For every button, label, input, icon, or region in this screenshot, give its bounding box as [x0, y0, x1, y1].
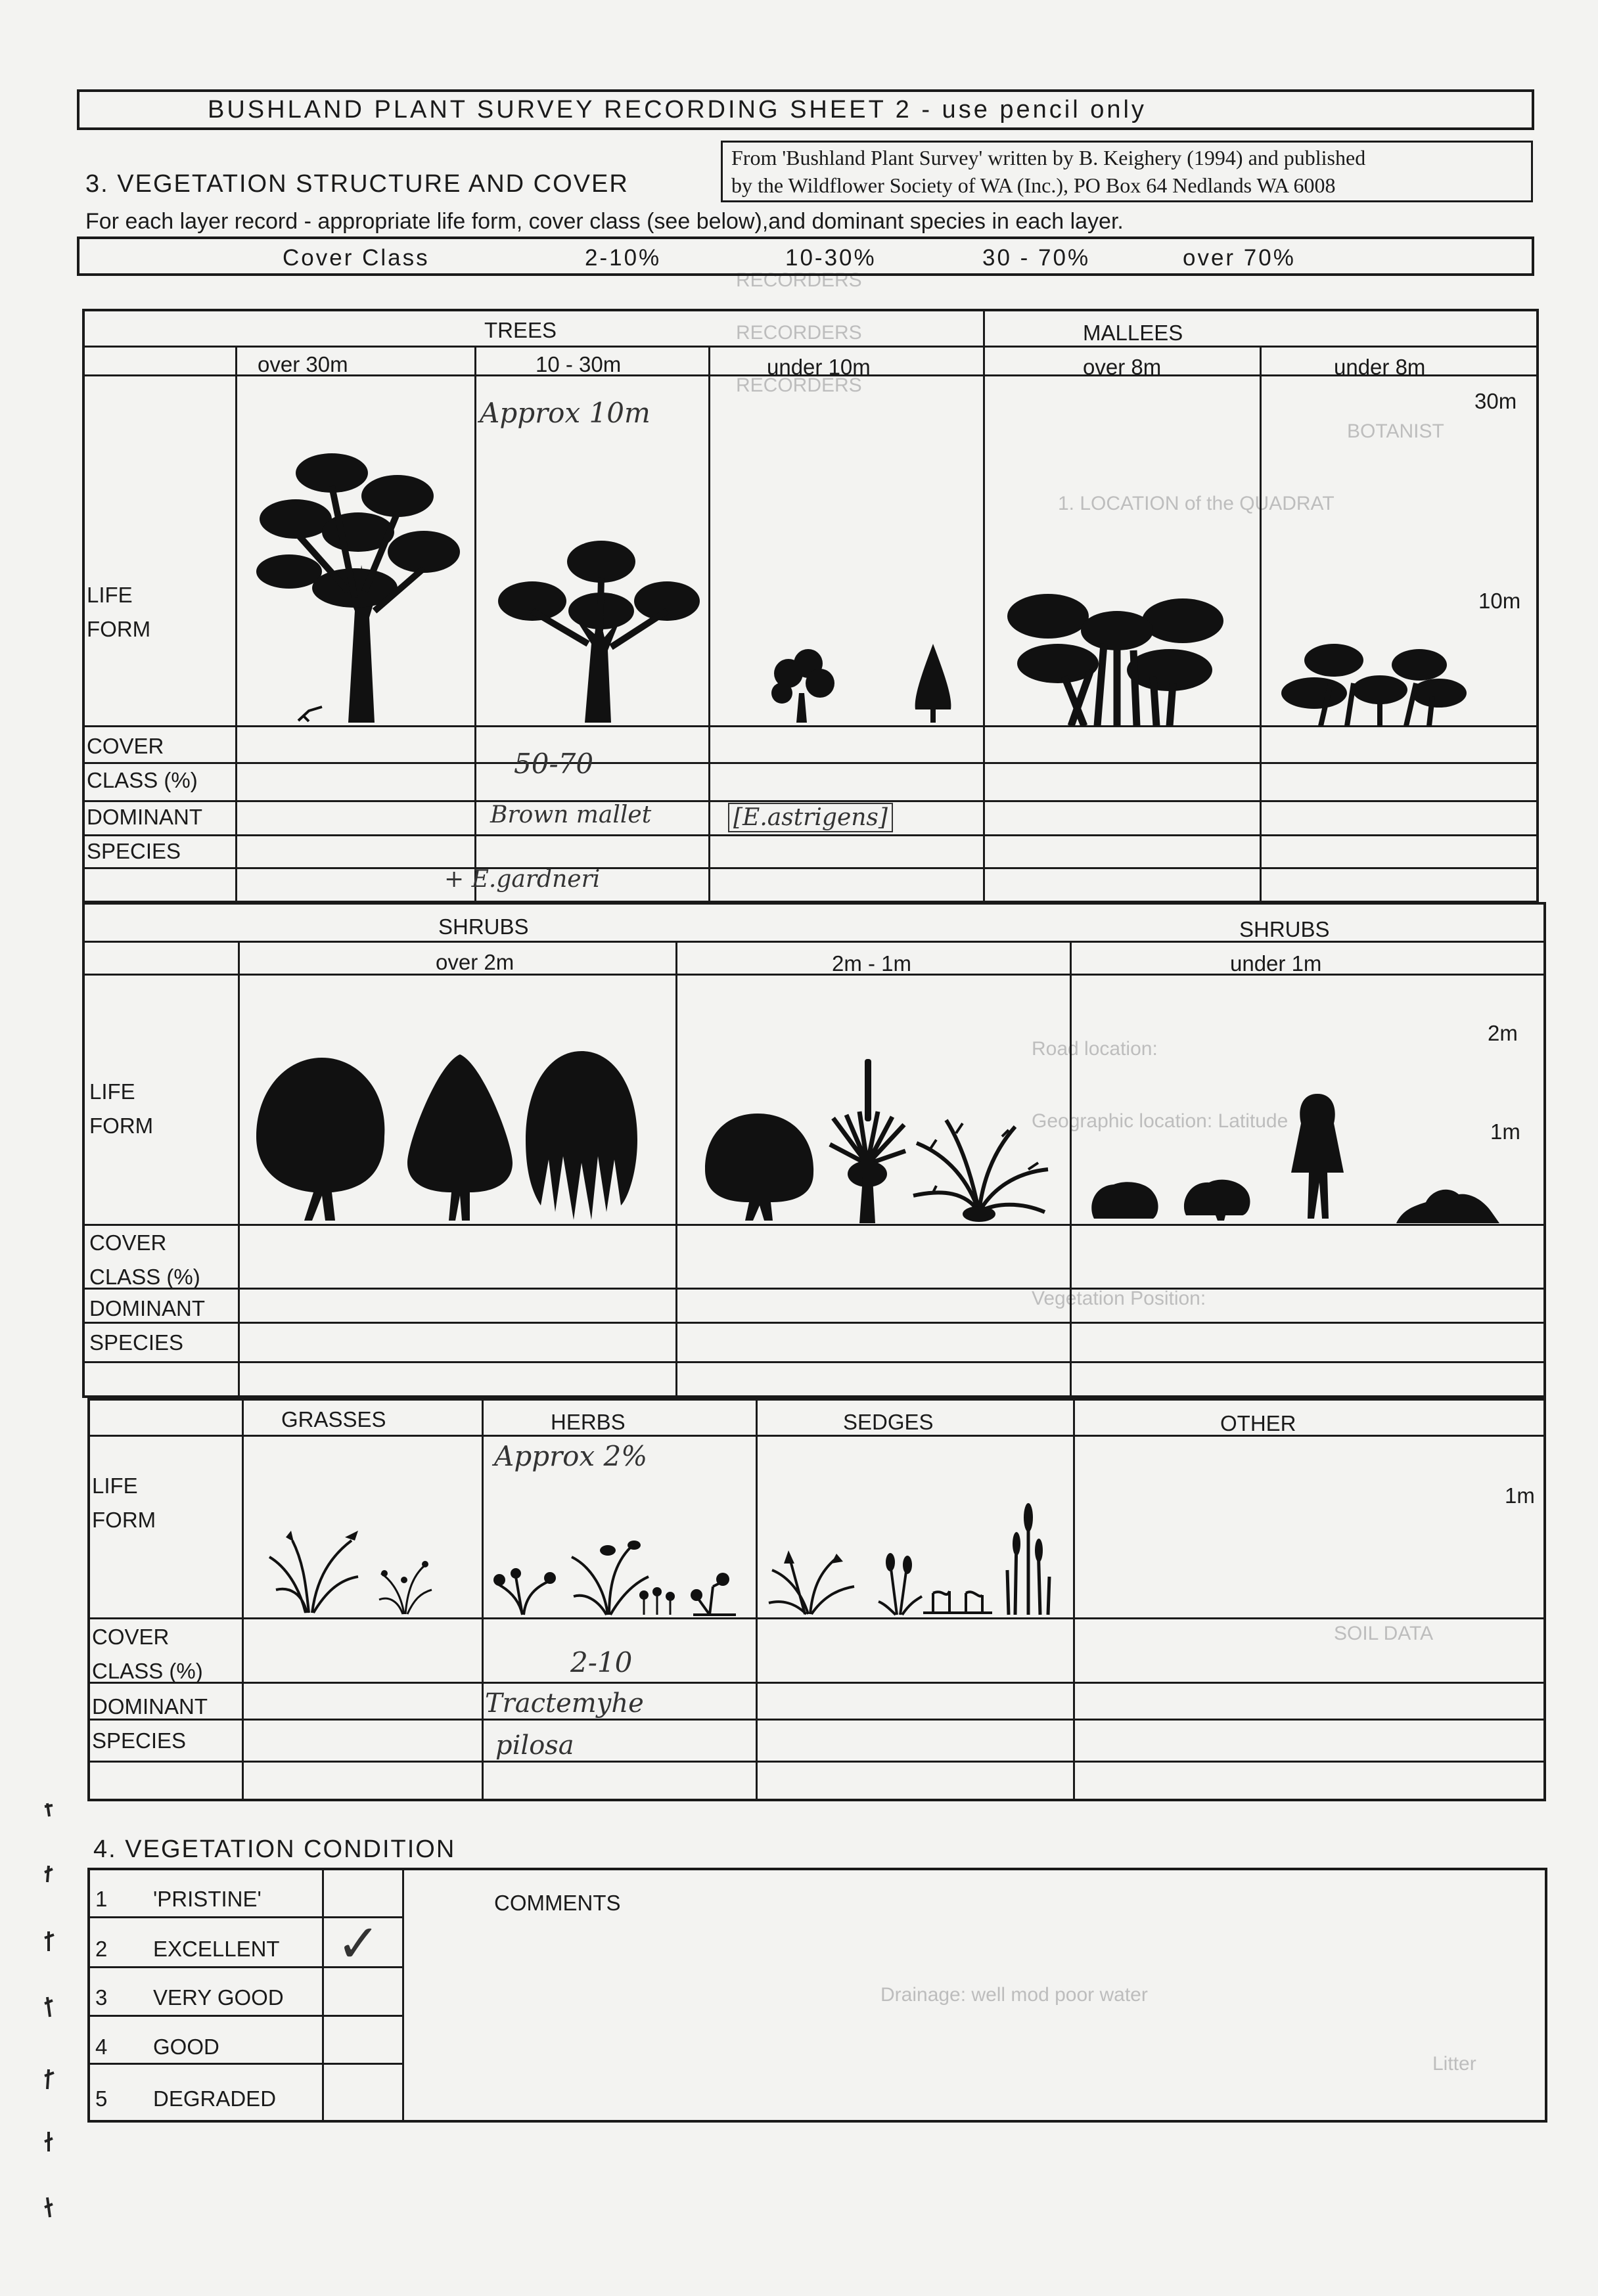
weeping-shrub-icon — [522, 1048, 641, 1222]
sedge-icon — [765, 1547, 857, 1616]
section3-instruction: For each layer record - appropriate life form, cover class (see below),and dominant species in each layer. — [85, 209, 1124, 234]
ghost-text: Vegetation Position: — [1032, 1288, 1206, 1309]
dominant-species-label: DOMINANT SPECIES — [89, 1296, 205, 1355]
col-shrubs-over-2m: over 2m — [436, 950, 514, 974]
condition-number: 3 — [95, 1985, 108, 2010]
col-shrubs-under-1m: under 1m — [1230, 951, 1322, 976]
shrubs-header-left: SHRUBS — [438, 914, 529, 939]
handwritten-species-1-sci: [E.astrigens] — [728, 803, 893, 832]
height-mark-1m: 1m — [1490, 1119, 1520, 1144]
conifer-icon — [910, 644, 956, 723]
condition-table — [87, 1868, 1547, 2123]
binder-marks — [39, 1800, 59, 2220]
cover-range: 2-10% — [585, 245, 662, 271]
col-sedges: SEDGES — [843, 1410, 934, 1434]
handwritten-species-1: Tractemyhe — [485, 1688, 644, 1719]
handwritten-height-note: Approx 2% — [494, 1440, 648, 1472]
height-mark-10m: 10m — [1478, 589, 1521, 613]
comments-label: COMMENTS — [494, 1891, 621, 1915]
section3-heading: 3. VEGETATION STRUCTURE AND COVER — [85, 170, 629, 198]
small-herb-icon — [634, 1583, 680, 1616]
cover-class-row-label: COVER CLASS (%) — [92, 1625, 203, 1683]
cover-range: over 70% — [1183, 245, 1296, 271]
handwritten-species-1: Brown mallet — [490, 801, 652, 828]
source-line-1: From 'Bushland Plant Survey' written by B. Keighery (1994) and published — [731, 146, 1366, 169]
ghost-text: RECORDERS — [736, 269, 862, 291]
col-other: OTHER — [1220, 1411, 1296, 1435]
bird-mark-icon — [297, 704, 323, 724]
small-figure-shrub-icon — [1288, 1094, 1347, 1222]
ghost-text: SOIL DATA — [1334, 1623, 1434, 1644]
ghost-text: RECORDERS — [736, 322, 862, 344]
col-herbs: HERBS — [551, 1410, 626, 1434]
tall-tree-icon — [250, 447, 467, 723]
conical-shrub-icon — [404, 1051, 516, 1222]
condition-label-very-good: VERY GOOD — [153, 1985, 284, 2010]
col-trees-10-30m: 10 - 30m — [536, 352, 622, 376]
shrubs-header-right: SHRUBS — [1239, 917, 1330, 941]
condition-label-degraded: DEGRADED — [153, 2086, 277, 2111]
col-shrubs-2m-1m: 2m - 1m — [832, 951, 912, 976]
condition-label-good: GOOD — [153, 2035, 219, 2059]
ghost-text: RECORDERS — [736, 374, 862, 396]
ghost-text: BOTANIST — [1347, 420, 1444, 442]
condition-number: 1 — [95, 1887, 108, 1911]
life-form-label: LIFE FORM — [87, 583, 151, 641]
col-trees-under-10m: under 10m — [767, 355, 871, 379]
col-mallees-under-8m: under 8m — [1334, 355, 1426, 379]
grass-tree-icon — [827, 1059, 909, 1223]
condition-number: 4 — [95, 2035, 108, 2059]
dominant-species-label: DOMINANT SPECIES — [92, 1694, 208, 1753]
cover-range: 10-30% — [785, 245, 877, 271]
col-mallees-over-8m: over 8m — [1083, 355, 1162, 379]
sedge-icon — [877, 1550, 923, 1616]
ghost-text: Drainage: well mod poor water — [880, 1984, 1148, 2006]
ground-shrub-icon — [1393, 1182, 1501, 1225]
low-shrub-icon — [1087, 1179, 1160, 1222]
cover-range: 30 - 70% — [982, 245, 1091, 271]
small-tree-icon — [762, 647, 841, 723]
herb-icon — [690, 1570, 739, 1616]
ghost-text: Geographic location: Latitude — [1032, 1110, 1289, 1132]
herb-icon — [490, 1564, 559, 1616]
col-grasses: GRASSES — [281, 1407, 386, 1431]
excellent-checkmark-icon: ✓ — [336, 1914, 381, 1973]
tall-mallee-icon — [1005, 585, 1229, 726]
small-grass-icon — [378, 1554, 434, 1616]
source-line-2: by the Wildflower Society of WA (Inc.), PO Box 64 Nedlands WA 6008 — [731, 173, 1336, 197]
condition-number: 5 — [95, 2086, 108, 2111]
medium-tree-icon — [496, 539, 700, 723]
grass-tuft-icon — [266, 1527, 361, 1616]
handwritten-height-note: Approx 10m — [480, 397, 651, 429]
height-mark-1m: 1m — [1505, 1483, 1535, 1508]
handwritten-cover: 50-70 — [514, 748, 594, 780]
small-mallee-icon — [1281, 644, 1469, 726]
ghost-text: Litter — [1432, 2053, 1476, 2075]
palm-shrub-icon — [910, 1117, 1051, 1222]
creeping-sedge-icon — [920, 1583, 995, 1616]
ghost-text: 1. LOCATION of the QUADRAT — [1058, 493, 1335, 514]
rounded-shrub-icon — [702, 1110, 817, 1222]
dominant-species-label: DOMINANT SPECIES — [87, 805, 202, 863]
height-mark-2m: 2m — [1488, 1021, 1518, 1045]
condition-number: 2 — [95, 1937, 108, 1961]
handwritten-cover: 2-10 — [570, 1646, 633, 1678]
low-shrub-icon — [1179, 1176, 1252, 1222]
handwritten-species-2: pilosa — [495, 1730, 574, 1761]
condition-label-excellent: EXCELLENT — [153, 1937, 280, 1961]
col-trees-over-30m: over 30m — [258, 352, 348, 376]
cover-class-row-label: COVER CLASS (%) — [89, 1230, 200, 1289]
rush-icon — [1002, 1498, 1055, 1616]
life-form-label: LIFE FORM — [92, 1474, 156, 1532]
section4-heading: 4. VEGETATION CONDITION — [93, 1835, 456, 1863]
tall-shrub-icon — [253, 1051, 391, 1222]
life-form-label: LIFE FORM — [89, 1079, 154, 1138]
height-mark-30m: 30m — [1474, 389, 1517, 413]
sheet-title: BUSHLAND PLANT SURVEY RECORDING SHEET 2 - use pencil only — [208, 96, 1147, 124]
cover-class-row-label: COVER CLASS (%) — [87, 734, 198, 792]
cover-class-label: Cover Class — [283, 245, 430, 271]
ghost-text: Road location: — [1032, 1038, 1158, 1060]
trees-header: TREES — [484, 318, 557, 342]
mallees-header: MALLEES — [1083, 321, 1183, 345]
condition-label-pristine: 'PRISTINE' — [153, 1887, 262, 1911]
handwritten-species-2: + E.gardneri — [444, 866, 601, 893]
